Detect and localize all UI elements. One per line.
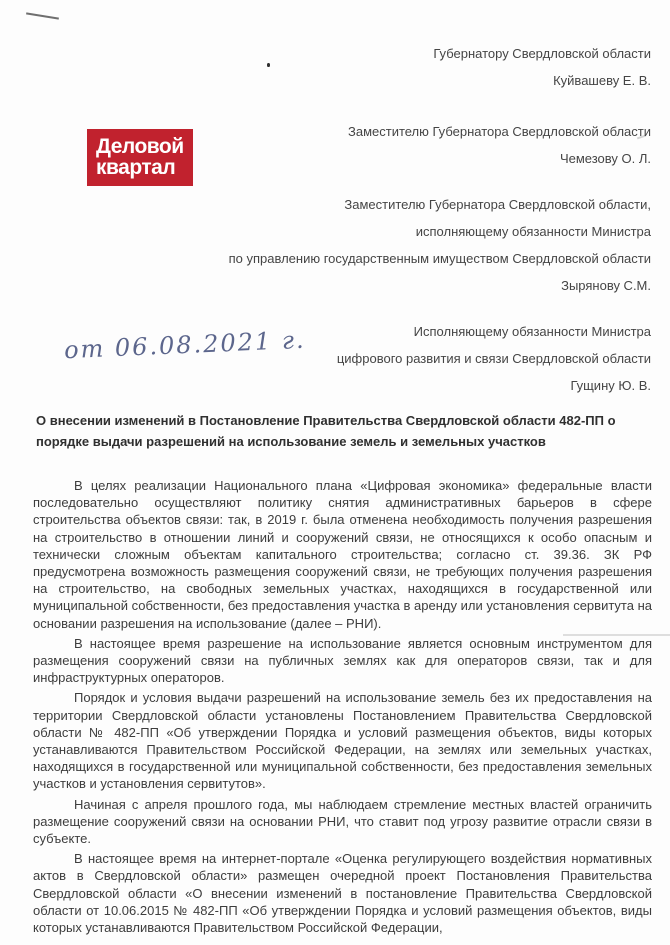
recipient-line: Заместителю Губернатора Свердловской области xyxy=(347,124,651,139)
recipient-line: исполняющему обязанности Министра xyxy=(415,224,651,239)
recipient-line: Куйвашеву Е. В. xyxy=(553,73,651,88)
body-paragraph-5: В настоящее время на интернет-портале «Оценка регулирующего воздействия нормативных актов в Свердловской области» размещен очередной проект Постановления Правительства Свердловской области «О внесении изменений в постановление Правительства Свердловской области от 10.06.2015 № 482-ПП «Об утверждении Порядка и условий размещения объектов, виды которых устанавливаются Правительством Российской Федерации, xyxy=(33,851,652,936)
body-paragraph-1: В целях реализации Национального плана «Цифровая экономика» федеральные власти последовательно осуществляют политику снятия административных барьеров в сфере строительства объектов связи: так, в 2019 г. была отменена необходимость получения разрешения на строительство в отношении линий и сооружений связи, не относящихся к особо опасным и технически сложным объектам капитального строительства; согласно ст. 39.36. ЗК РФ предусмотрена возможность размещения сооружений связи, не требующих получения разрешения на строительство, на свободных земельных участках, находящихся в государственной или муниципальной собственности, без предоставления участка в аренду или установления сервитута на основании разрешения на использование (далее – РНИ). xyxy=(33,478,652,631)
delovoy-kvartal-logo xyxy=(87,129,193,186)
recipient-line: по управлению государственным имуществом Свердловской области xyxy=(228,251,651,266)
letter-body xyxy=(33,477,652,939)
recipient-line: цифрового развития и связи Свердловской области xyxy=(336,351,651,366)
recipient-governor xyxy=(31,40,651,94)
recipient-line: Губернатору Свердловской области xyxy=(433,46,651,61)
recipient-line: Заместителю Губернатора Свердловской области, xyxy=(344,197,651,212)
recipient-line: Зырянову С.М. xyxy=(561,278,651,293)
recipient-line: Исполняющему обязанности Министра xyxy=(413,324,651,339)
recipient-line: Гущину Ю. В. xyxy=(570,378,651,393)
letter-subject-title: О внесении изменений в Постановление Правительства Свердловской области 482-ПП о порядке выдачи разрешений на использование земель и земельных участков xyxy=(36,413,616,449)
handwritten-date: от 06.08.2021 г. xyxy=(63,325,307,365)
recipient-line: Чемезову О. Л. xyxy=(559,151,651,166)
body-paragraph-2: В настоящее время разрешение на использование является основным инструментом для размещения сооружений связи на публичных землях как для операторов связи, так и для инфраструктурных операторов. xyxy=(33,635,652,686)
scan-streak-artifact xyxy=(26,12,59,19)
logo-text-line2: квартал xyxy=(96,156,176,179)
body-paragraph-3: Порядок и условия выдачи разрешений на использование земель без их предоставления на территории Свердловской области установлены Постановлением Правительства Свердловской области № 482-ПП «Об утверждении Порядка и условий размещения объектов, виды которых устанавливаются Правительством Российской Федерации, на землях или земельных участках, находящихся в государственной или муниципальной собственности, без предоставления земельных участков и установления сервитутов». xyxy=(33,690,652,792)
body-paragraph-4: Начиная с апреля прошлого года, мы наблюдаем стремление местных властей ограничить размещение сооружений связи на основании РНИ, что ставит под угрозу развитие отрасли связи в субъекте. xyxy=(33,796,652,847)
logo-text-line1: Деловой xyxy=(96,135,184,158)
recipient-property-minister xyxy=(31,191,651,299)
